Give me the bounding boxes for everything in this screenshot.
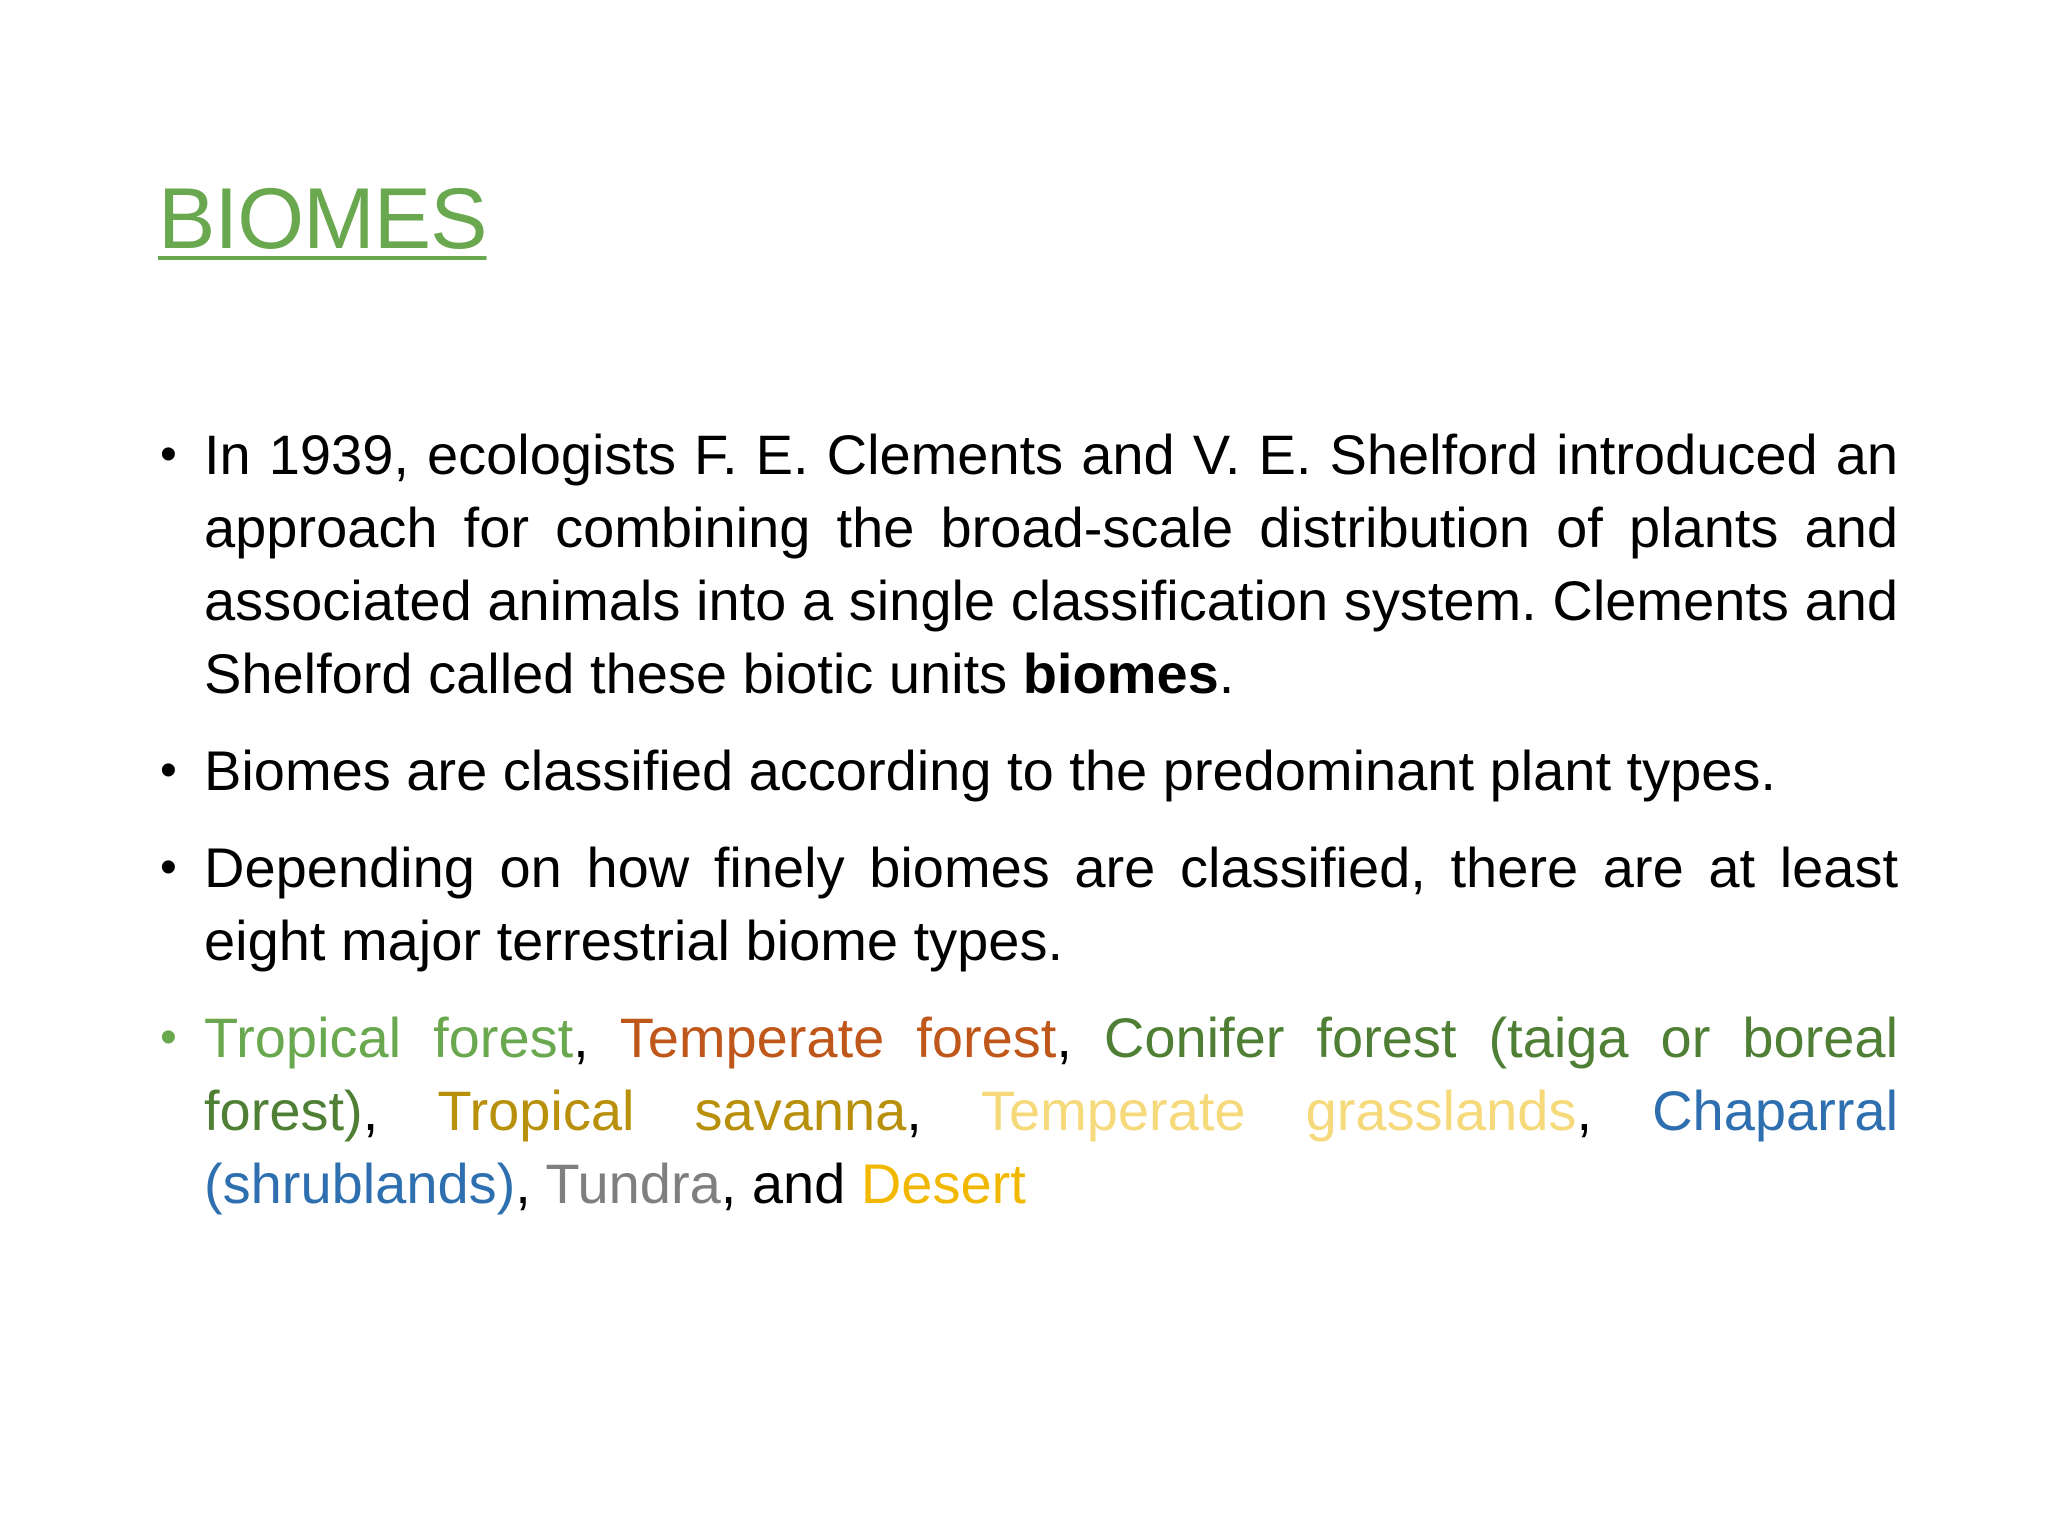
bullet-icon: • xyxy=(160,841,177,894)
biome-tropical-forest: Tropical forest xyxy=(204,1006,574,1069)
bullet-item-3 xyxy=(158,831,1898,977)
bullet-list xyxy=(158,418,1898,1244)
biome-tropical-savanna: Tropical savanna xyxy=(437,1079,907,1142)
bullet-text: Biomes are classified according to the predominant plant types. xyxy=(204,739,1776,802)
slide-title: BIOMES xyxy=(158,171,487,267)
bullet-text: In 1939, ecologists F. E. Clements and V. E. Shelford introduced an approach for combining the broad-scale distribution of plants and associated animals into a single classification system. Clements and Shelford called these biotic units xyxy=(204,423,1898,705)
bullet-item-biome-list xyxy=(158,1001,1898,1220)
biome-temperate-forest: Temperate forest xyxy=(619,1006,1057,1069)
biome-conifer-forest: Conifer forest (taiga or boreal forest) xyxy=(204,1006,1899,1142)
bullet-icon: • xyxy=(160,1011,177,1064)
bullet-icon: • xyxy=(160,744,177,797)
separator: , xyxy=(573,1006,589,1069)
bullet-text-end: . xyxy=(1218,642,1235,705)
separator: , xyxy=(1576,1079,1592,1142)
conjunction: and xyxy=(751,1152,846,1215)
bullet-item-2 xyxy=(158,734,1898,807)
biome-temperate-grasslands: Temperate grasslands xyxy=(980,1079,1577,1142)
separator: , xyxy=(720,1152,737,1215)
biome-desert: Desert xyxy=(860,1152,1026,1215)
separator: , xyxy=(515,1152,531,1215)
biome-tundra: Tundra xyxy=(545,1152,721,1215)
bullet-item-1 xyxy=(158,418,1898,710)
bullet-icon: • xyxy=(160,428,177,481)
biome-chaparral: Chaparral (shrublands) xyxy=(204,1079,1899,1215)
separator: , xyxy=(1056,1006,1072,1069)
bold-term: biomes xyxy=(1022,642,1219,705)
separator: , xyxy=(906,1079,922,1142)
bullet-text: Depending on how finely biomes are classified, there are at least eight major terrestrial biome types. xyxy=(204,836,1898,972)
separator: , xyxy=(362,1079,379,1142)
